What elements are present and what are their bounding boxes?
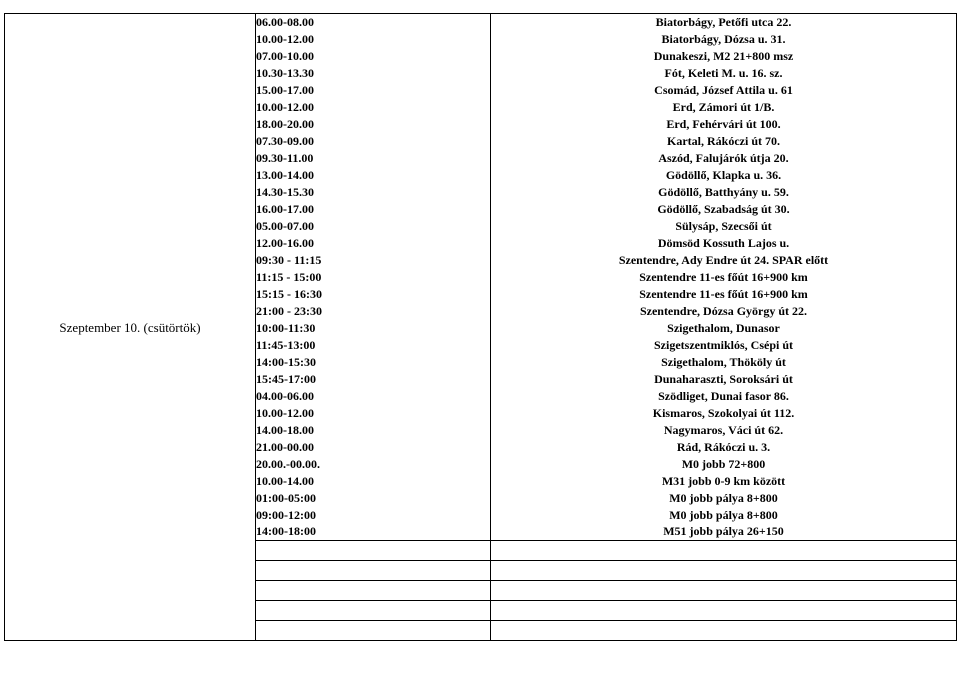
time-cell: 05.00-07.00 (256, 218, 491, 235)
location-cell: Aszód, Falujárók útja 20. (491, 150, 957, 167)
location-cell: Erd, Zámori út 1/B. (491, 99, 957, 116)
time-cell: 10:00-11:30 (256, 320, 491, 337)
day-label: Szeptember 10. (csütörtök) (5, 14, 256, 641)
location-cell: Szentendre 11-es főút 16+900 km (491, 269, 957, 286)
location-cell: Kartal, Rákóczi út 70. (491, 133, 957, 150)
time-cell: 10.30-13.30 (256, 65, 491, 82)
empty-cell (491, 601, 957, 621)
empty-cell (491, 561, 957, 581)
location-cell: Gödöllő, Batthyány u. 59. (491, 184, 957, 201)
time-cell: 11:45-13:00 (256, 337, 491, 354)
location-cell: Gödöllő, Klapka u. 36. (491, 167, 957, 184)
location-cell: Gödöllő, Szabadság út 30. (491, 201, 957, 218)
time-cell: 15:45-17:00 (256, 371, 491, 388)
table-row (5, 14, 957, 31)
location-cell: Dunakeszi, M2 21+800 msz (491, 48, 957, 65)
time-cell: 14:00-15:30 (256, 354, 491, 371)
empty-cell (491, 581, 957, 601)
time-cell: 18.00-20.00 (256, 116, 491, 133)
location-cell: Sülysáp, Szecsői út (491, 218, 957, 235)
location-cell: Dömsöd Kossuth Lajos u. (491, 235, 957, 252)
time-cell: 13.00-14.00 (256, 167, 491, 184)
location-cell: Biatorbágy, Dózsa u. 31. (491, 31, 957, 48)
time-cell: 15:15 - 16:30 (256, 286, 491, 303)
time-cell: 11:15 - 15:00 (256, 269, 491, 286)
time-cell: 01:00-05:00 (256, 490, 491, 507)
time-cell: 12.00-16.00 (256, 235, 491, 252)
location-cell: Kismaros, Szokolyai út 112. (491, 405, 957, 422)
time-cell: 07.30-09.00 (256, 133, 491, 150)
location-cell: Szigethalom, Thököly út (491, 354, 957, 371)
time-cell: 10.00-12.00 (256, 31, 491, 48)
time-cell: 09.30-11.00 (256, 150, 491, 167)
location-cell: Szentendre, Dózsa György út 22. (491, 303, 957, 320)
empty-cell (256, 541, 491, 561)
location-cell: Szödliget, Dunai fasor 86. (491, 388, 957, 405)
time-cell: 09:30 - 11:15 (256, 252, 491, 269)
location-cell: Erd, Fehérvári út 100. (491, 116, 957, 133)
empty-cell (256, 581, 491, 601)
time-cell: 06.00-08.00 (256, 14, 491, 31)
location-cell: Szentendre, Ady Endre út 24. SPAR előtt (491, 252, 957, 269)
location-cell: M0 jobb pálya 8+800 (491, 490, 957, 507)
time-cell: 21:00 - 23:30 (256, 303, 491, 320)
location-cell: Nagymaros, Váci út 62. (491, 422, 957, 439)
time-cell: 20.00.-00.00. (256, 456, 491, 473)
time-cell: 09:00-12:00 (256, 507, 491, 524)
time-cell: 07.00-10.00 (256, 48, 491, 65)
time-cell: 15.00-17.00 (256, 82, 491, 99)
empty-cell (256, 621, 491, 641)
location-cell: M0 jobb 72+800 (491, 456, 957, 473)
schedule-table (4, 13, 957, 641)
location-cell: Szentendre 11-es főút 16+900 km (491, 286, 957, 303)
time-cell: 10.00-12.00 (256, 405, 491, 422)
location-cell: Rád, Rákóczi u. 3. (491, 439, 957, 456)
empty-cell (491, 541, 957, 561)
location-cell: Biatorbágy, Petőfi utca 22. (491, 14, 957, 31)
time-cell: 10.00-14.00 (256, 473, 491, 490)
location-cell: M51 jobb pálya 26+150 (491, 524, 957, 541)
location-cell: Fót, Keleti M. u. 16. sz. (491, 65, 957, 82)
time-cell: 14.30-15.30 (256, 184, 491, 201)
time-cell: 10.00-12.00 (256, 99, 491, 116)
location-cell: M31 jobb 0-9 km között (491, 473, 957, 490)
time-cell: 14:00-18:00 (256, 524, 491, 541)
empty-cell (256, 561, 491, 581)
location-cell: Dunaharaszti, Soroksári út (491, 371, 957, 388)
location-cell: Szigethalom, Dunasor (491, 320, 957, 337)
location-cell: Csomád, József Attila u. 61 (491, 82, 957, 99)
time-cell: 21.00-00.00 (256, 439, 491, 456)
schedule-body (5, 14, 957, 641)
time-cell: 16.00-17.00 (256, 201, 491, 218)
empty-cell (491, 621, 957, 641)
time-cell: 14.00-18.00 (256, 422, 491, 439)
empty-cell (256, 601, 491, 621)
location-cell: Szigetszentmiklós, Csépi út (491, 337, 957, 354)
time-cell: 04.00-06.00 (256, 388, 491, 405)
location-cell: M0 jobb pálya 8+800 (491, 507, 957, 524)
